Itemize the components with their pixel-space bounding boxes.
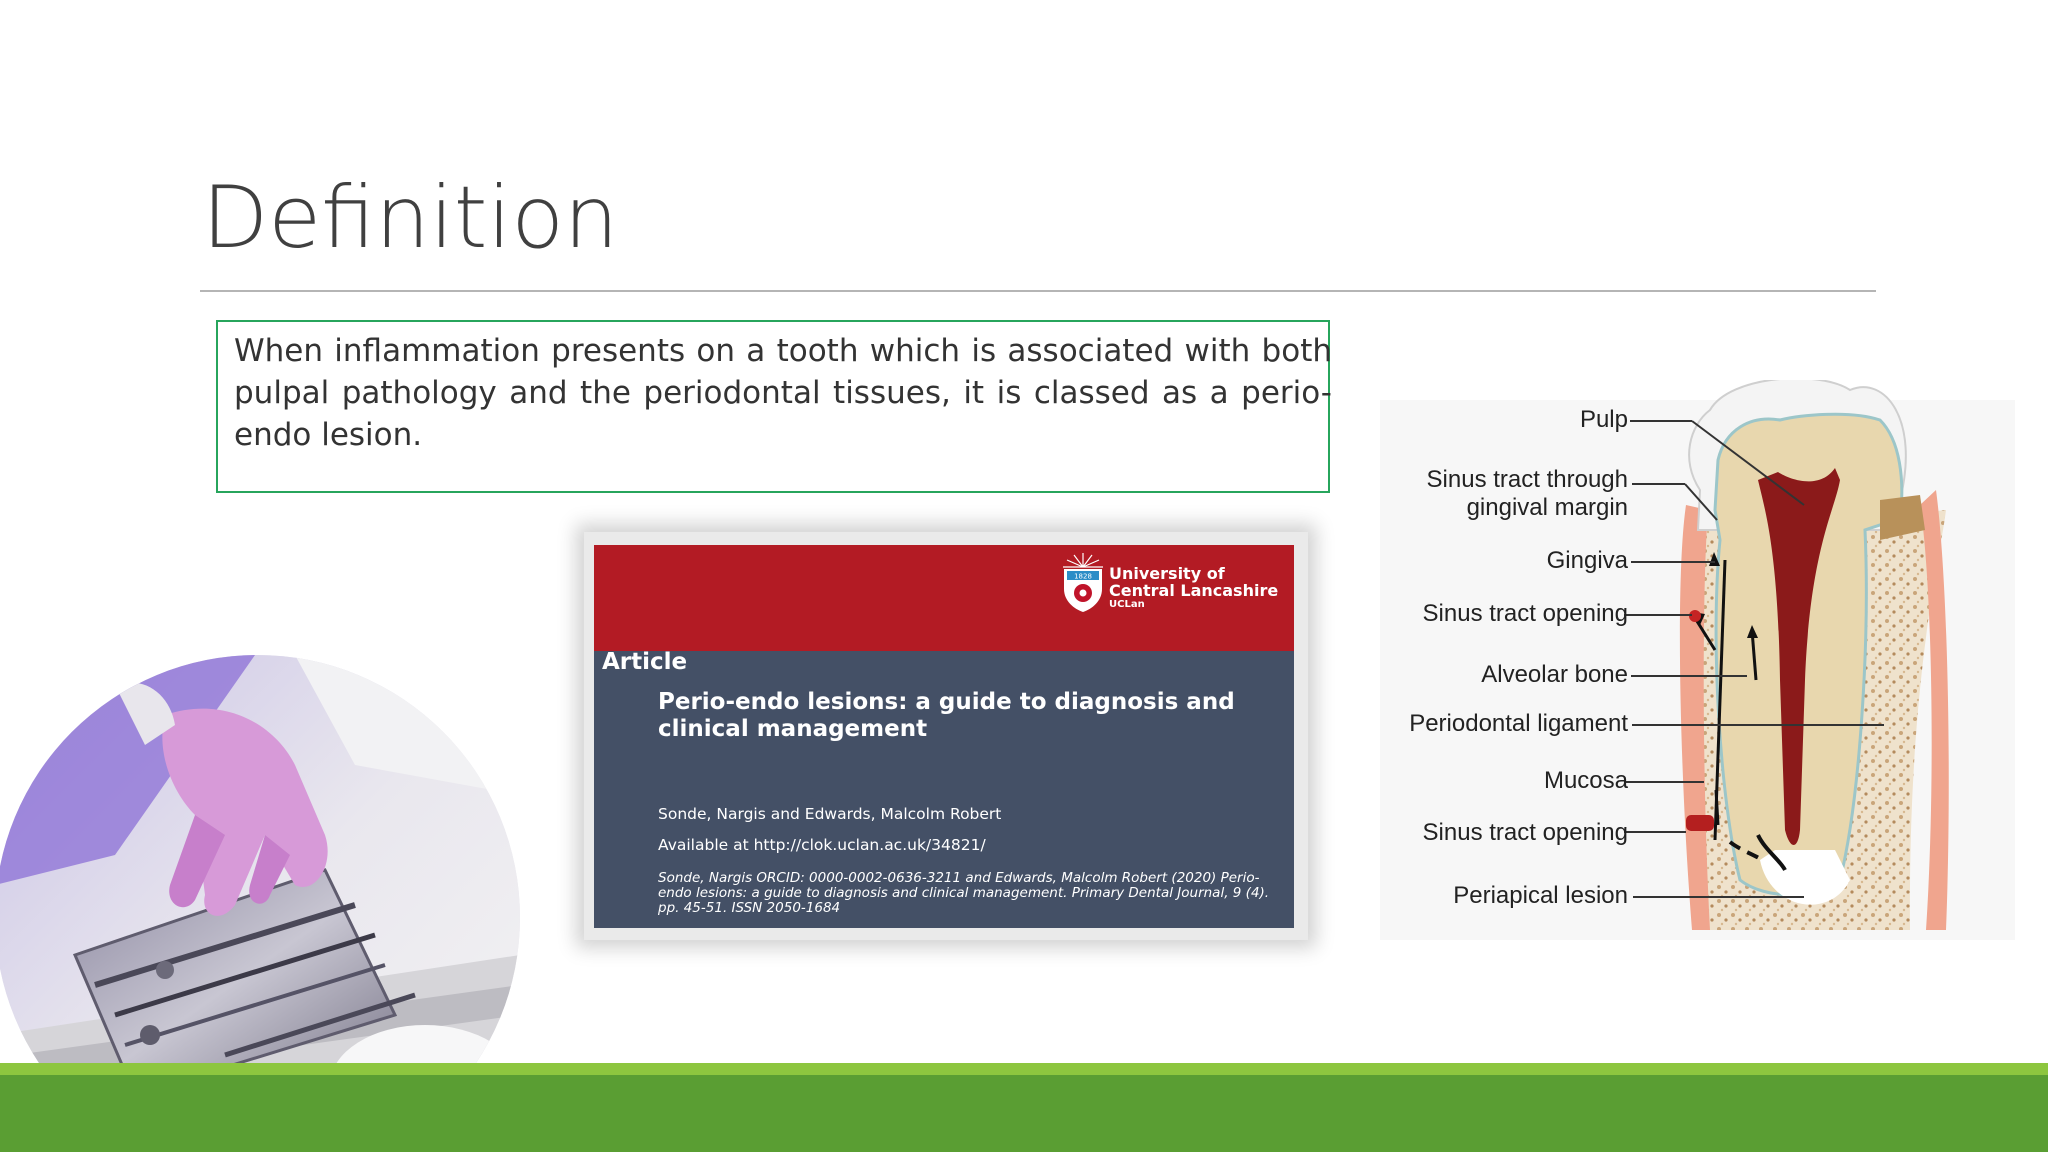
university-abbr: UCLan xyxy=(1109,599,1145,610)
definition-box xyxy=(216,320,1330,493)
label-sinus-opening-1: Sinus tract opening xyxy=(1422,600,1628,627)
label-sinus-margin-2: gingival margin xyxy=(1466,494,1628,521)
label-gingiva: Gingiva xyxy=(1546,547,1628,574)
tooth-diagram-graphic xyxy=(1380,380,2020,940)
crest-year: 1828 xyxy=(1074,572,1092,581)
label-mucosa: Mucosa xyxy=(1543,767,1628,794)
label-pulp: Pulp xyxy=(1579,406,1628,433)
label-alveolar-bone: Alveolar bone xyxy=(1481,661,1628,688)
article-label: Article xyxy=(602,649,688,675)
article-citation: Sonde, Nargis ORCID: 0000-0002-0636-3211 and Edwards, Malcolm Robert (2020) Perio-endo lesions: a guide to diagnosis and clinical management. Primary Dental Journal, 9 (4). pp. 45-51. ISSN 2050-1684 xyxy=(658,870,1270,916)
title-divider xyxy=(200,290,1876,292)
label-sinus-opening-2: Sinus tract opening xyxy=(1422,819,1628,846)
university-name-line2: Central Lancashire xyxy=(1109,581,1279,600)
label-periapical-lesion: Periapical lesion xyxy=(1453,882,1628,909)
article-authors: Sonde, Nargis and Edwards, Malcolm Robert xyxy=(658,805,1002,823)
label-sinus-margin-1: Sinus tract through xyxy=(1426,466,1628,493)
slide-title: Definition xyxy=(202,168,619,268)
definition-text: When inflammation presents on a tooth which is associated with both pulpal pathology and the periodontal tissues, it is classed as a perio-endo lesion. xyxy=(234,333,1332,453)
footer-band-light xyxy=(0,1063,2048,1075)
article-availability: Available at http://clok.uclan.ac.uk/34821/ xyxy=(658,836,986,854)
article-title: Perio-endo lesions: a guide to diagnosis and clinical management xyxy=(658,689,1235,742)
university-name-line1: University of xyxy=(1109,564,1225,583)
footer-band-dark xyxy=(0,1075,2048,1152)
label-periodontal-ligament: Periodontal ligament xyxy=(1409,710,1628,737)
article-card xyxy=(594,545,1294,928)
university-crest-icon xyxy=(1060,551,1106,613)
university-name xyxy=(1109,565,1278,611)
tooth-diagram xyxy=(1380,380,2020,940)
